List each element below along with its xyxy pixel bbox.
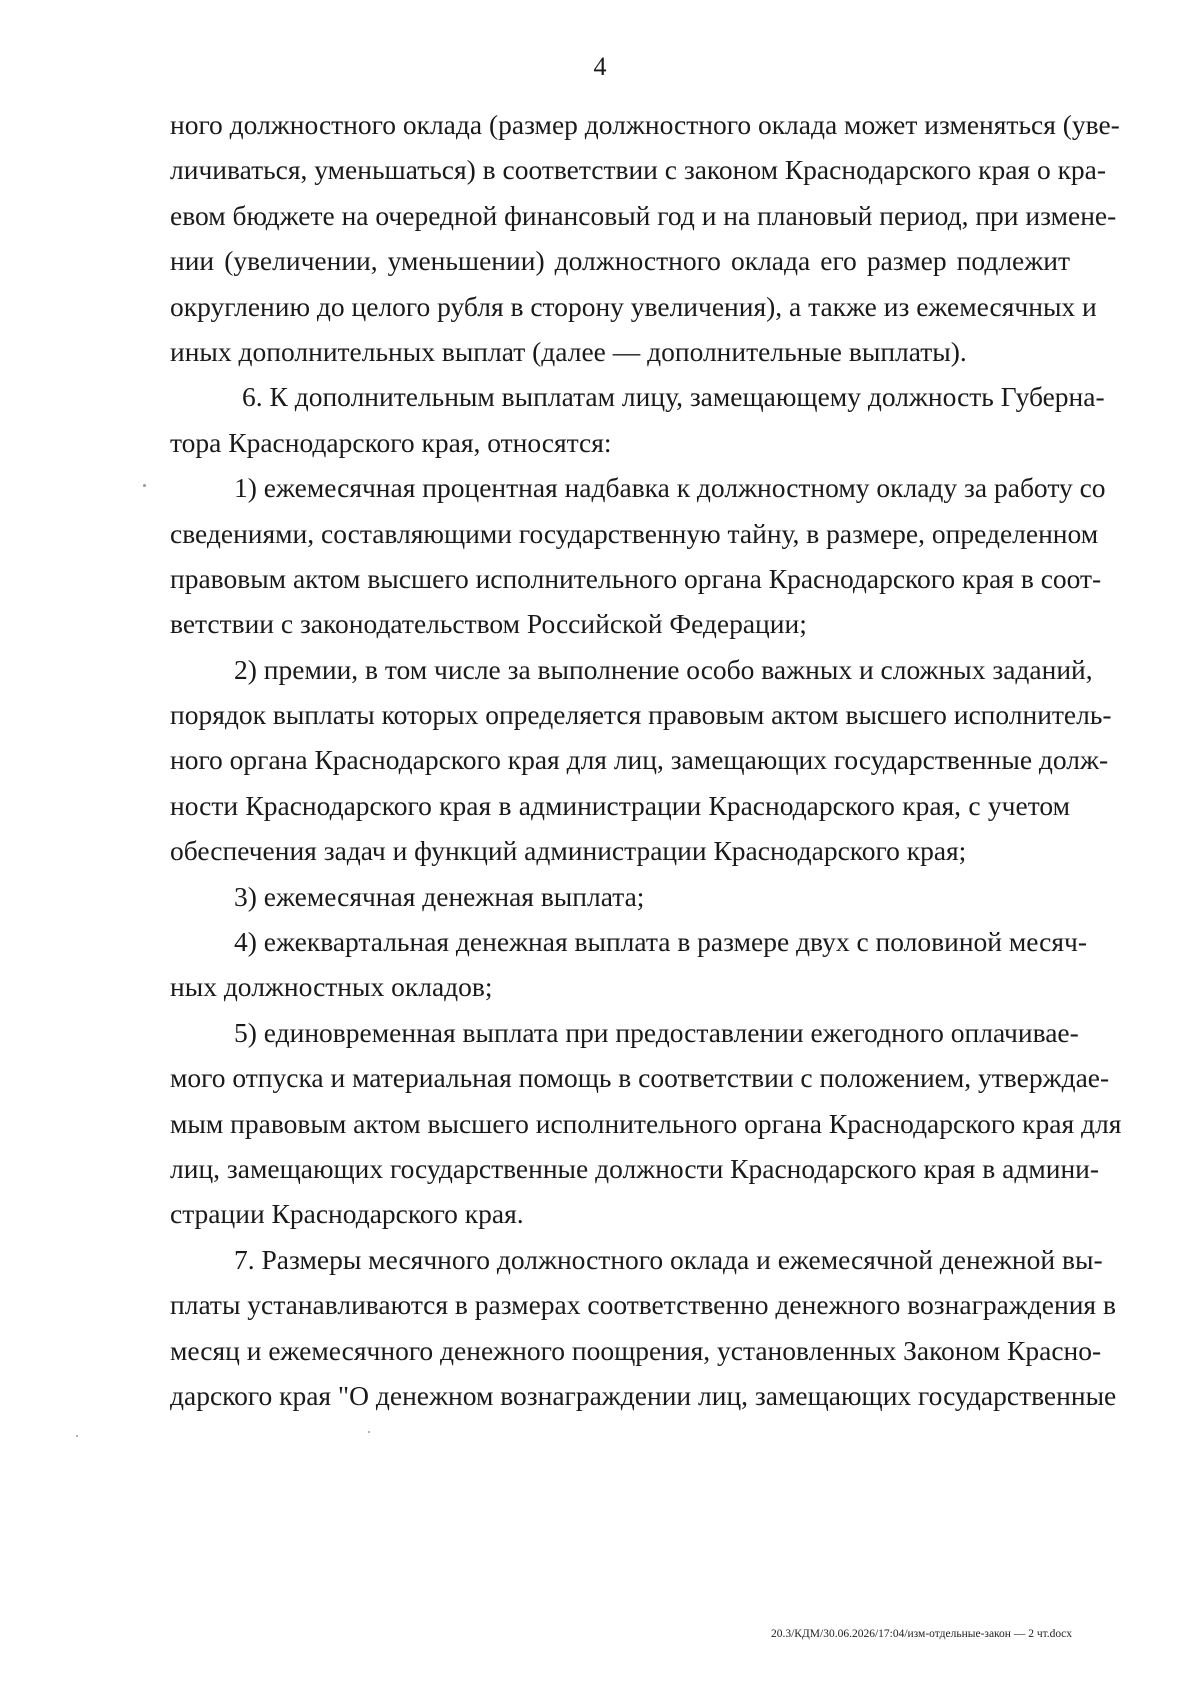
text-line: дарского края "О денежном вознаграждении лиц, замещающих государственные — [170, 1379, 1117, 1411]
text-line: ного должностного оклада (размер должностного оклада может изменяться (уве- — [170, 109, 1120, 140]
text-line: ных должностных окладов; — [170, 971, 493, 1003]
text-line: правовым актом высшего исполнительного органа Краснодарского края в соот- — [170, 562, 1102, 594]
scan-speck — [143, 484, 146, 487]
text-line: сведениями, составляющими государственную тайну, в размере, определенном — [170, 517, 1099, 549]
text-line: личиваться, уменьшаться) в соответствии с законом Краснодарского края о кра- — [170, 154, 1107, 186]
text-line: мым правовым актом высшего исполнительного органа Краснодарского края для — [170, 1107, 1122, 1139]
text-line: нии (увеличении, уменьшении) должностного оклада его размер подлежит — [170, 245, 1070, 277]
text-line: страции Краснодарского края. — [170, 1198, 524, 1230]
text-line: платы устанавливаются в размерах соответственно денежного вознаграждения в — [170, 1289, 1116, 1321]
text-line: порядок выплаты которых определяется правовым актом высшего исполнитель- — [170, 699, 1112, 731]
document-body — [170, 102, 1122, 1418]
scan-speck — [368, 1431, 370, 1433]
text-line: 3) ежемесячная денежная выплата; — [234, 880, 645, 912]
text-line: округлению до целого рубля в сторону увеличения), а также из ежемесячных и — [170, 290, 1097, 322]
text-line: 5) единовременная выплата при предоставлении ежегодного оплачивае- — [234, 1016, 1079, 1048]
text-line: евом бюджете на очередной финансовый год и на плановый период, при измене- — [170, 199, 1117, 231]
text-line: месяц и ежемесячного денежного поощрения, установленных Законом Красно- — [170, 1334, 1102, 1366]
text-line: ветствии с законодательством Российской Федерации; — [170, 608, 807, 640]
text-line: мого отпуска и материальная помощь в соответствии с положением, утверждае- — [170, 1062, 1110, 1094]
text-line: 2) премии, в том числе за выполнение особо важных и сложных заданий, — [234, 653, 1093, 685]
text-line: 6. К дополнительным выплатам лицу, замещающему должность Губерна- — [242, 381, 1105, 413]
text-line: иных дополнительных выплат (далее — дополнительные выплаты). — [170, 335, 967, 367]
text-line: 7. Размеры месячного должностного оклада и ежемесячной денежной вы- — [234, 1243, 1103, 1275]
text-line: ного органа Краснодарского края для лиц, замещающих государственные долж- — [170, 744, 1109, 776]
scan-speck — [76, 1435, 78, 1437]
page-number: 4 — [593, 52, 607, 81]
text-line: лиц, замещающих государственные должности Краснодарского края в админи- — [170, 1152, 1100, 1184]
text-line: 4) ежеквартальная денежная выплата в размере двух с половиной месяч- — [234, 926, 1088, 958]
text-line: тора Краснодарского края, относятся: — [170, 426, 612, 458]
text-line: ности Краснодарского края в администрации Краснодарского края, с учетом — [170, 789, 1070, 821]
text-line: обеспечения задач и функций администрации Краснодарского края; — [170, 835, 967, 867]
text-line: 1) ежемесячная процентная надбавка к должностному окладу за работу со — [234, 472, 1106, 504]
file-path-footer: 20.3/КДМ/30.06.2026/17:04/изм-отдельные-закон — 2 чт.docx — [770, 1628, 1072, 1640]
